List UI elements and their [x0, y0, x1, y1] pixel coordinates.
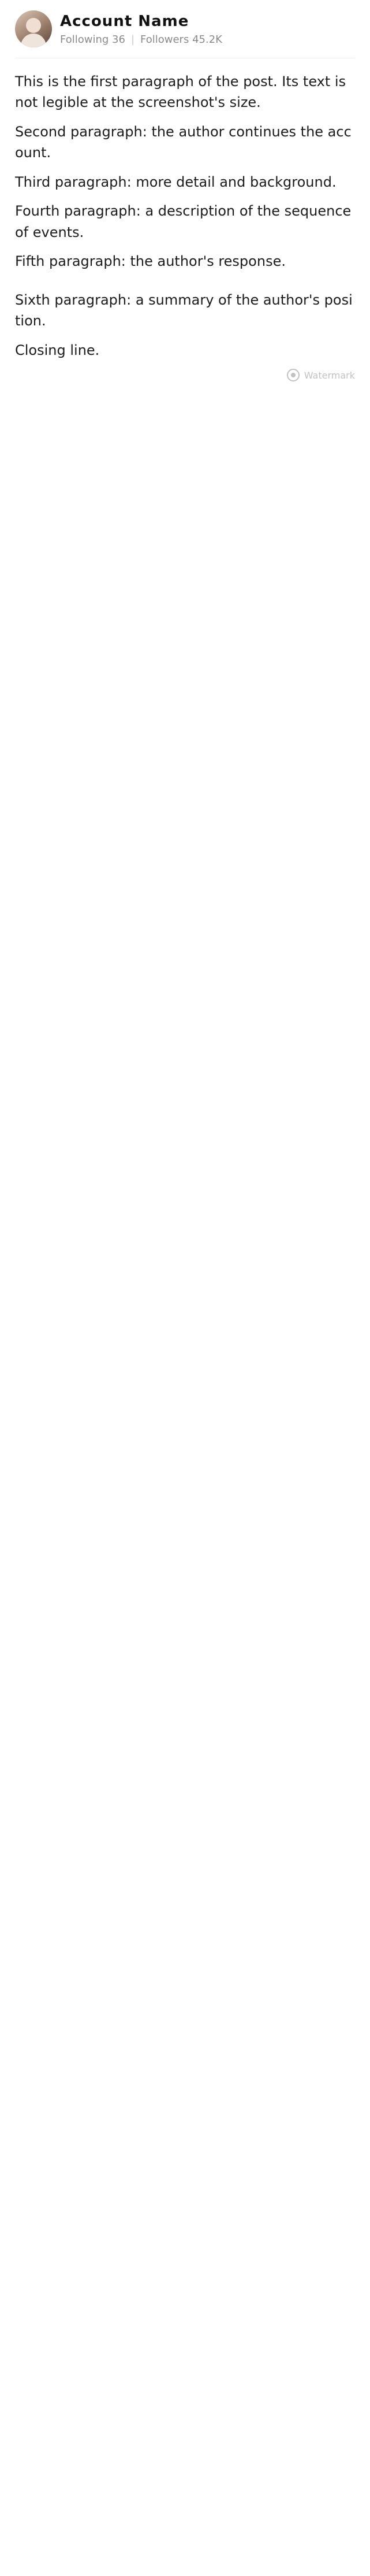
post-paragraph: Second paragraph: the author continues the account. — [15, 123, 352, 161]
follow-value: 36 — [112, 33, 125, 46]
post-paragraph: This is the first paragraph of the post. Its text is not legible at the screenshot's size. — [15, 73, 350, 111]
post-paragraph: Fourth paragraph: a description of the sequence of events. — [15, 203, 356, 240]
profile-stats — [60, 34, 222, 46]
follow-label: Following — [60, 33, 109, 46]
watermark — [15, 369, 355, 381]
fans-value: 45.2K — [192, 33, 222, 46]
post-paragraph: Closing line. — [15, 342, 100, 358]
profile-name[interactable]: Account Name — [60, 12, 189, 30]
post-paragraph: Third paragraph: more detail and background. — [15, 173, 337, 190]
post-paragraph: Fifth paragraph: the author's response. — [15, 253, 286, 270]
post-paragraph: Sixth paragraph: a summary of the author's position. — [15, 291, 353, 329]
post-page — [0, 0, 370, 405]
post-paragraph — [15, 280, 355, 290]
fans-label: Followers — [140, 33, 189, 46]
follow-count[interactable] — [60, 34, 125, 46]
stats-separator: | — [130, 33, 135, 46]
post-body — [15, 71, 355, 361]
profile-header — [15, 10, 355, 58]
fans-count[interactable] — [140, 34, 222, 46]
watermark-text: Watermark — [304, 369, 355, 381]
profile-info — [60, 13, 222, 46]
watermark-icon — [287, 369, 300, 381]
avatar[interactable] — [15, 10, 52, 47]
